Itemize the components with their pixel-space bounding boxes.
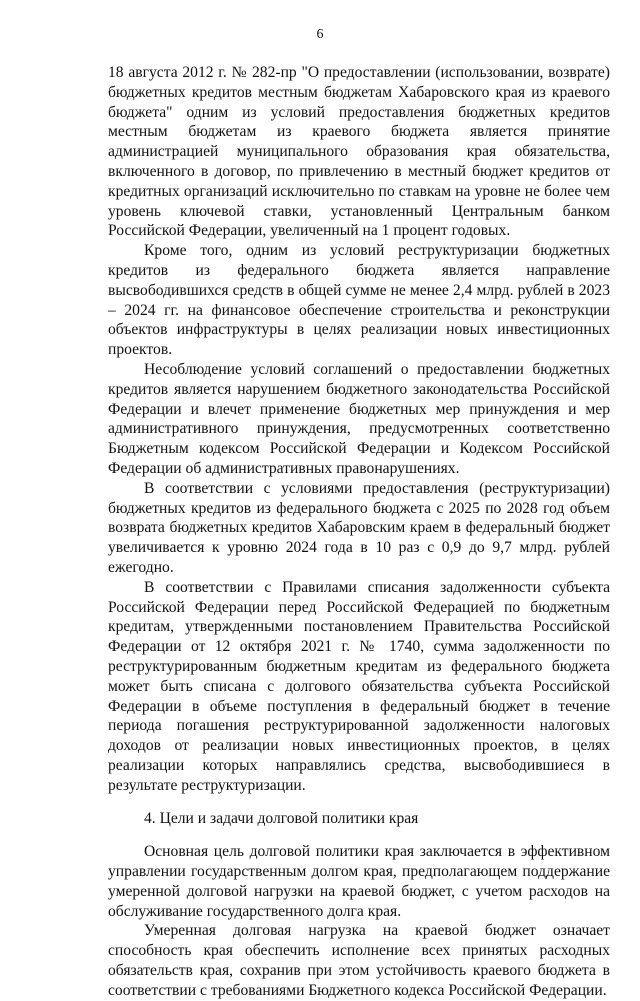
section-heading: 4. Цели и задачи долговой политики края bbox=[144, 810, 419, 828]
paragraph-moderate-debt-load: Умеренная долговая нагрузка на краевой бюджет означает способность края обеспечить исполнение всех принятых расходных обязательств края, сохранив при этом устойчивость краевого бюджета в соответствии с требованиями Бюджетного кодекса Российской Федерации. bbox=[108, 922, 610, 999]
paragraph-repayment-volume: В соответствии с условиями предоставления (реструктуризации) бюджетных кредитов из федерального бюджета с 2025 по 2028 год объем возврата бюджетных кредитов Хабаровским краем в федеральный бюджет увеличивается к уровню 2024 года в 10 раз с 0,9 до 9,7 млрд. рублей ежегодно. bbox=[108, 479, 610, 576]
paragraph-non-compliance: Несоблюдение условий соглашений о предоставлении бюджетных кредитов является нарушением бюджетного законодательства Российской Федерации и влечет применение бюджетных мер принуждения и мер административного принуждения, предусмотренных соответственно Бюджетным кодексом Российской Федерации и Кодексом Российской Федерации об административных правонарушениях. bbox=[108, 360, 610, 477]
paragraph-restructuring-conditions: Кроме того, одним из условий реструктуризации бюджетных кредитов из федерального бюджета является направление высвободившихся средств в общей сумме не менее 2,4 млрд. рублей в 2023 – 2024 гг. на финансовое обеспечение строительства и реконструкции объектов инфраструктуры в целях реализации новых инвестиционных проектов. bbox=[108, 242, 610, 359]
paragraph-main-goal: Основная цель долговой политики края заключается в эффективном управлении государственным долгом края, предполагающем поддержание умеренной долговой нагрузки на краевой бюджет, с учетом расходов на обслуживание государственного долга края. bbox=[108, 843, 610, 920]
paragraph-continuation: 18 августа 2012 г. № 282-пр "О предоставлении (использовании, возврате) бюджетных кредитов местным бюджетам Хабаровского края из краевого бюджета" одним из условий предоставления бюджетных кредитов местным бюджетам из краевого бюджета является принятие администрацией муниципального образования края обязательства, включенного в договор, по привлечению в местный бюджет кредитов от кредитных организаций исключительно по ставкам на уровне не более чем уровень ключевой ставки, установленный Центральным банком Российской Федерации, увеличенный на 1 процент годовых. bbox=[108, 64, 610, 240]
document-body bbox=[108, 63, 610, 1001]
paragraph-debt-write-off: В соответствии с Правилами списания задолженности субъекта Российской Федерации перед Российской Федерацией по бюджетным кредитам, утвержденными постановлением Правительства Российской Федерации от 12 октября 2021 г. № 1740, сумма задолженности по реструктурированным бюджетным кредитам из федерального бюджета может быть списана с долгового обязательства субъекта Российской Федерации в объеме поступления в федеральный бюджет в течение периода погашения реструктурированной задолженности налоговых доходов от реализации новых инвестиционных проектов, в целях реализации которых направлялись средства, высвободившиеся в результате реструктуризации. bbox=[108, 578, 610, 794]
page-number: 6 bbox=[316, 27, 324, 42]
